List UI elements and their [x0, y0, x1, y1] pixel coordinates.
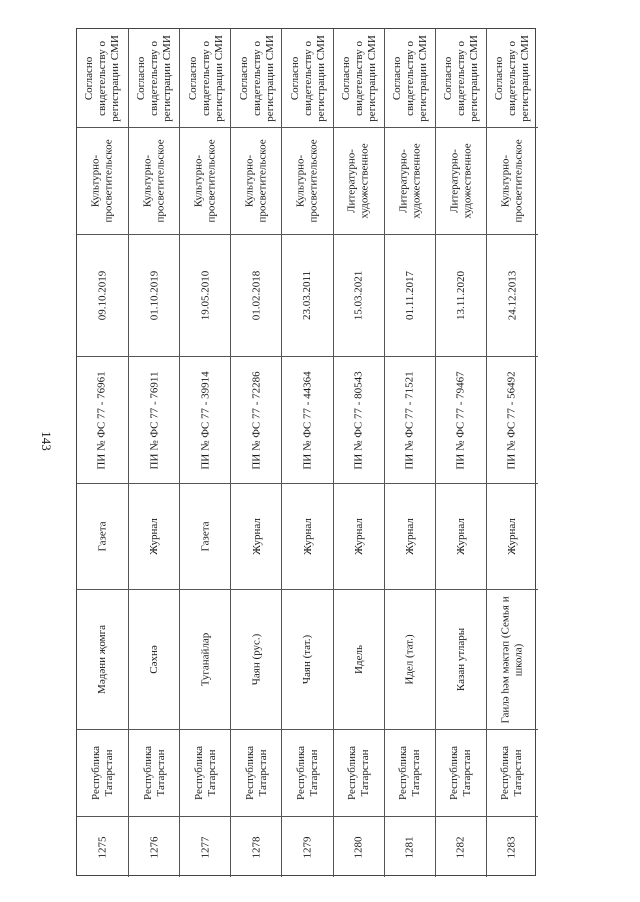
date-cell	[385, 234, 436, 356]
date-cell-text: 24.12.2013	[505, 270, 518, 321]
basis-cell	[129, 29, 180, 127]
date-cell-text: 01.10.2019	[148, 270, 161, 321]
type-cell	[77, 483, 128, 589]
registration-number-cell	[436, 356, 487, 483]
row-number-text: 1282	[454, 836, 467, 858]
date-cell	[129, 234, 180, 356]
title-cell-text: Чаян (тат.)	[301, 634, 314, 685]
region-cell-text: Республика Татарстан	[192, 745, 218, 801]
region-cell	[282, 729, 333, 816]
registration-number-cell-text: ПИ № ФС 77 - 80543	[352, 370, 365, 470]
registration-number-cell	[77, 356, 128, 483]
category-cell-text: Литературно- художественное	[448, 143, 474, 219]
registration-number-cell-text: ПИ № ФС 77 - 76961	[96, 370, 109, 470]
type-cell-text: Журнал	[250, 518, 263, 555]
date-cell	[282, 234, 333, 356]
registration-number-cell	[487, 356, 538, 483]
row-number	[334, 816, 385, 877]
date-cell	[436, 234, 487, 356]
title-cell-text: Идел (тат.)	[403, 634, 416, 685]
registration-number-cell	[282, 356, 333, 483]
registry-table	[76, 28, 536, 876]
registration-number-cell	[385, 356, 436, 483]
region-cell-text: Республика Татарстан	[89, 745, 115, 801]
category-cell	[334, 127, 385, 234]
region-cell	[385, 729, 436, 816]
page-number-text: 143	[39, 431, 54, 451]
registration-number-cell-text: ПИ № ФС 77 - 76911	[148, 371, 161, 469]
type-cell	[231, 483, 282, 589]
region-cell-text: Республика Татарстан	[243, 745, 269, 801]
region-cell-text: Республика Татарстан	[141, 745, 167, 801]
basis-cell	[334, 29, 385, 127]
category-cell	[282, 127, 333, 234]
table-row	[333, 29, 384, 877]
type-cell-text: Журнал	[454, 518, 467, 555]
category-cell	[385, 127, 436, 234]
basis-cell	[487, 29, 538, 127]
table-row	[128, 29, 179, 877]
row-number-text: 1281	[403, 836, 416, 858]
registration-number-cell	[231, 356, 282, 483]
type-cell	[334, 483, 385, 589]
region-cell	[436, 729, 487, 816]
title-cell	[231, 589, 282, 729]
row-number	[436, 816, 487, 877]
date-cell	[231, 234, 282, 356]
row-number	[487, 816, 538, 877]
category-cell-text: Культурно- просветительское	[192, 139, 218, 223]
type-cell-text: Журнал	[352, 518, 365, 555]
row-number-text: 1277	[199, 836, 212, 858]
registration-number-cell	[180, 356, 231, 483]
registration-number-cell-text: ПИ № ФС 77 - 72286	[250, 370, 263, 470]
title-cell-text: Идель	[352, 645, 365, 674]
title-cell	[385, 589, 436, 729]
category-cell-text: Культурно- просветительское	[295, 139, 320, 223]
row-number-text: 1275	[96, 836, 109, 858]
date-cell	[334, 234, 385, 356]
registration-number-cell-text: ПИ № ФС 77 - 56492	[505, 370, 518, 470]
registration-number-cell	[334, 356, 385, 483]
title-cell	[180, 589, 231, 729]
basis-cell	[385, 29, 436, 127]
basis-cell	[282, 29, 333, 127]
basis-cell	[180, 29, 231, 127]
row-number	[231, 816, 282, 877]
row-number	[282, 816, 333, 877]
table-row	[179, 29, 230, 877]
region-cell-text: Республика Татарстан	[499, 745, 525, 801]
basis-cell	[231, 29, 282, 127]
region-cell	[180, 729, 231, 816]
page-number	[34, 426, 58, 456]
basis-cell-text: Согласно свидетельству о регистрации СМИ	[83, 34, 122, 122]
title-cell-text: Мәдәни җомга	[96, 625, 109, 694]
row-number-text: 1276	[148, 836, 161, 858]
date-cell-text: 01.11.2017	[403, 270, 416, 321]
basis-cell-text: Согласно свидетельству о регистрации СМИ	[288, 34, 327, 122]
date-cell-text: 09.10.2019	[96, 270, 109, 321]
row-number	[180, 816, 231, 877]
title-cell-text: Сәхнә	[148, 645, 161, 674]
type-cell	[129, 483, 180, 589]
basis-cell-text: Согласно свидетельству о регистрации СМИ	[237, 34, 276, 122]
row-number-text: 1280	[352, 836, 365, 858]
date-cell-text: 15.03.2021	[352, 270, 365, 321]
title-cell-text: Гаилә һәм мәктәп (Семья и школа)	[499, 595, 525, 724]
row-number	[385, 816, 436, 877]
region-cell-text: Республика Татарстан	[346, 745, 372, 801]
category-cell	[180, 127, 231, 234]
table-row	[435, 29, 486, 877]
region-cell-text: Республика Татарстан	[397, 745, 423, 801]
row-number-text: 1278	[250, 836, 263, 858]
table-row	[77, 29, 128, 877]
row-number	[129, 816, 180, 877]
type-cell-text: Газета	[96, 521, 109, 552]
title-cell	[77, 589, 128, 729]
region-cell	[77, 729, 128, 816]
category-cell-text: Литературно- художественное	[397, 143, 423, 219]
basis-cell	[436, 29, 487, 127]
type-cell-text: Газета	[199, 521, 212, 552]
date-cell	[180, 234, 231, 356]
title-cell	[129, 589, 180, 729]
type-cell-text: Журнал	[505, 518, 518, 555]
basis-cell-text: Согласно свидетельству о регистрации СМИ	[135, 34, 174, 122]
basis-cell-text: Согласно свидетельству о регистрации СМИ	[186, 34, 225, 122]
date-cell-text: 23.03.2011	[301, 270, 314, 321]
region-cell	[129, 729, 180, 816]
region-cell-text: Республика Татарстан	[448, 745, 474, 801]
table-row	[486, 29, 537, 877]
title-cell-text: Чаян (рус.)	[250, 633, 263, 686]
registration-number-cell-text: ПИ № ФС 77 - 71521	[403, 370, 416, 470]
region-cell	[487, 729, 538, 816]
registration-number-cell	[129, 356, 180, 483]
registration-number-cell-text: ПИ № ФС 77 - 44364	[301, 370, 314, 470]
basis-cell-text: Согласно свидетельству о регистрации СМИ	[390, 34, 429, 122]
category-cell-text: Культурно- просветительское	[499, 139, 525, 223]
type-cell	[385, 483, 436, 589]
date-cell-text: 19.05.2010	[199, 270, 212, 321]
row-number	[77, 816, 128, 877]
table-row	[281, 29, 332, 877]
category-cell	[77, 127, 128, 234]
category-cell	[487, 127, 538, 234]
title-cell	[282, 589, 333, 729]
table-row	[384, 29, 435, 877]
basis-cell-text: Согласно свидетельству о регистрации СМИ	[339, 34, 378, 122]
category-cell-text: Культурно- просветительское	[243, 139, 269, 223]
title-cell-text: Туганайлар	[199, 632, 212, 687]
registration-number-cell-text: ПИ № ФС 77 - 39914	[199, 370, 212, 470]
type-cell	[436, 483, 487, 589]
category-cell-text: Культурно- просветительское	[89, 139, 115, 223]
category-cell	[129, 127, 180, 234]
type-cell	[487, 483, 538, 589]
region-cell-text: Республика Татарстан	[295, 745, 320, 801]
basis-cell	[77, 29, 128, 127]
basis-cell-text: Согласно свидетельству о регистрации СМИ	[441, 34, 480, 122]
type-cell-text: Журнал	[403, 518, 416, 555]
registration-number-cell-text: ПИ № ФС 77 - 79467	[454, 370, 467, 470]
category-cell	[231, 127, 282, 234]
type-cell-text: Журнал	[148, 518, 161, 555]
title-cell-text: Казан утлары	[454, 627, 467, 692]
category-cell-text: Культурно- просветительское	[141, 139, 167, 223]
title-cell	[436, 589, 487, 729]
row-number-text: 1283	[505, 836, 518, 858]
type-cell-text: Журнал	[301, 518, 314, 555]
region-cell	[231, 729, 282, 816]
type-cell	[180, 483, 231, 589]
basis-cell-text: Согласно свидетельству о регистрации СМИ	[492, 34, 531, 122]
date-cell-text: 13.11.2020	[454, 270, 467, 321]
date-cell	[487, 234, 538, 356]
type-cell	[282, 483, 333, 589]
category-cell	[436, 127, 487, 234]
table-row	[230, 29, 281, 877]
date-cell	[77, 234, 128, 356]
row-number-text: 1279	[301, 836, 314, 858]
category-cell-text: Литературно- художественное	[346, 143, 372, 219]
title-cell	[487, 589, 538, 729]
title-cell	[334, 589, 385, 729]
region-cell	[334, 729, 385, 816]
date-cell-text: 01.02.2018	[250, 270, 263, 321]
